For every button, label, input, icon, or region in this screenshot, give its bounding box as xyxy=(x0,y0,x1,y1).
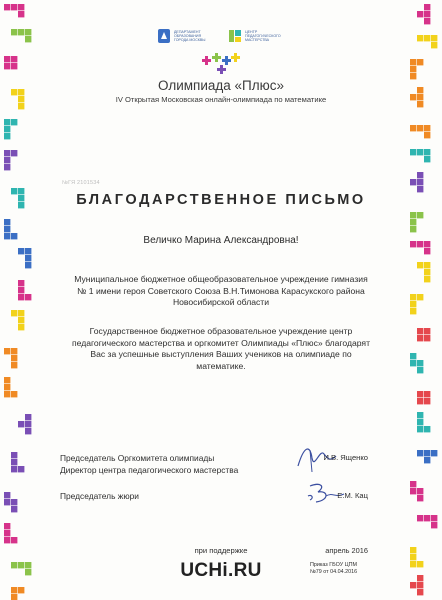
tetromino-cell xyxy=(431,522,437,528)
tetromino-cell xyxy=(11,188,17,194)
tetromino-cell xyxy=(11,499,17,505)
tetromino-block xyxy=(417,262,430,282)
tetromino-cell xyxy=(417,391,423,397)
certificate-content xyxy=(52,0,390,600)
tetromino-block xyxy=(410,294,423,314)
tetromino-cell xyxy=(417,149,423,155)
tetromino-block xyxy=(4,119,17,139)
tetromino-cell xyxy=(410,219,416,225)
tetromino-cell xyxy=(4,377,10,383)
tetromino-cell xyxy=(11,587,17,593)
document-heading: БЛАГОДАРСТВЕННОЕ ПИСЬМО xyxy=(76,192,366,208)
tetromino-cell xyxy=(18,202,24,208)
tetromino-cell xyxy=(424,335,430,341)
tetromino-cell xyxy=(4,492,10,498)
tetromino-block xyxy=(410,149,430,162)
tetromino-cell xyxy=(417,59,423,65)
tetromino-block xyxy=(410,87,423,107)
paragraph-line: Государственное бюджетное образовательное учреждение центр xyxy=(89,326,353,336)
tetromino-block xyxy=(4,56,17,69)
paragraph-line: математике. xyxy=(196,360,246,371)
tetromino-cell xyxy=(417,94,423,100)
tetromino-cell xyxy=(417,412,423,418)
registration-number: №ГЯ 2101534 xyxy=(62,180,100,186)
tetromino-cell xyxy=(410,301,416,307)
tetromino-cell xyxy=(410,561,416,567)
tetromino-block xyxy=(11,89,24,109)
tetromino-cell xyxy=(417,101,423,107)
tetromino-cell xyxy=(410,554,416,560)
tetromino-cell xyxy=(424,450,430,456)
tetromino-cell xyxy=(18,562,24,568)
tetromino-cell xyxy=(410,308,416,314)
tetromino-cell xyxy=(410,488,416,494)
tetromino-cell xyxy=(18,4,24,10)
uchi-ru-logo: UCHi.RU xyxy=(180,560,262,581)
tetromino-cell xyxy=(11,89,17,95)
tetromino-cell xyxy=(424,426,430,432)
tetromino-cell xyxy=(410,59,416,65)
tetromino-cell xyxy=(417,335,423,341)
tetromino-cell xyxy=(4,391,10,397)
tetromino-cell xyxy=(4,233,10,239)
tetromino-block xyxy=(410,125,430,138)
tetromino-block xyxy=(18,414,31,434)
tetromino-cell xyxy=(410,212,416,218)
tetromino-cell xyxy=(18,310,24,316)
tetromino-block xyxy=(410,172,423,192)
tetromino-cell xyxy=(417,488,423,494)
tetromino-cell xyxy=(18,587,24,593)
gratitude-paragraph xyxy=(52,326,390,372)
tetromino-cell xyxy=(4,150,10,156)
tetromino-cell xyxy=(25,569,31,575)
tetromino-cell xyxy=(25,248,31,254)
tetromino-cell xyxy=(11,466,17,472)
tetromino-cell xyxy=(417,35,423,41)
tetromino-cell xyxy=(424,248,430,254)
tetromino-cell xyxy=(417,450,423,456)
tetromino-block xyxy=(417,412,430,432)
tetromino-cell xyxy=(410,94,416,100)
tetromino-block xyxy=(410,547,423,567)
tetromino-cell xyxy=(424,262,430,268)
center-line: ЦЕНТР xyxy=(245,29,258,34)
tetromino-cell xyxy=(431,35,437,41)
signer-role-chair: Председатель Оргкомитета олимпиады xyxy=(60,453,215,463)
tetromino-cell xyxy=(417,87,423,93)
tetromino-cell xyxy=(11,150,17,156)
tetromino-cell xyxy=(424,11,430,17)
tetromino-block xyxy=(4,348,17,368)
tetromino-cell xyxy=(4,133,10,139)
tetromino-cell xyxy=(424,391,430,397)
paragraph-line: Новосибирской области xyxy=(172,297,270,308)
tetromino-cell xyxy=(417,294,423,300)
signer-name-yashchenko: И.В. Ященко xyxy=(323,453,368,462)
paragraph-line: Вас за успешные выступления Ваших учеников на олимпиаде по xyxy=(90,349,352,360)
tetromino-cell xyxy=(11,348,17,354)
tetromino-cell xyxy=(11,562,17,568)
tetromino-cell xyxy=(4,126,10,132)
tetromino-cell xyxy=(4,523,10,529)
tetromino-cell xyxy=(424,269,430,275)
tetromino-cell xyxy=(424,18,430,24)
tetromino-block xyxy=(410,212,423,232)
tetromino-cell xyxy=(417,125,423,131)
tetromino-cell xyxy=(11,459,17,465)
tetromino-cell xyxy=(417,172,423,178)
tetromino-cell xyxy=(4,164,10,170)
tetromino-cell xyxy=(18,89,24,95)
tetromino-cell xyxy=(4,119,10,125)
tetromino-cell xyxy=(18,294,24,300)
tetromino-cell xyxy=(424,156,430,162)
tetromino-cell xyxy=(4,348,10,354)
tetromino-cell xyxy=(11,233,17,239)
dept-line: ГОРОДА МОСКВЫ xyxy=(174,38,206,43)
tetromino-block xyxy=(410,575,423,595)
tetromino-cell xyxy=(410,73,416,79)
tetromino-cell xyxy=(25,255,31,261)
tetromino-cell xyxy=(424,35,430,41)
tetromino-cell xyxy=(417,241,423,247)
tetromino-cell xyxy=(417,419,423,425)
center-emblem-icon xyxy=(228,28,242,44)
tetromino-cell xyxy=(417,186,423,192)
dept-logo xyxy=(157,24,214,48)
tetromino-block xyxy=(4,150,17,170)
tetromino-block xyxy=(11,310,24,330)
tetromino-cell xyxy=(424,241,430,247)
moscow-dept-emblem-icon xyxy=(157,28,171,44)
signer-name-kats: Е.М. Кац xyxy=(337,491,368,500)
tetromino-cell xyxy=(18,287,24,293)
order-line: Приказ ГБОУ ЦПМ xyxy=(310,562,358,568)
tetromino-block xyxy=(11,587,24,600)
tetromino-cell xyxy=(417,582,423,588)
tetromino-cell xyxy=(18,195,24,201)
tetromino-block xyxy=(417,450,437,463)
dept-line: ОБРАЗОВАНИЯ xyxy=(174,33,202,38)
tetromino-cell xyxy=(11,63,17,69)
tetromino-block xyxy=(4,377,17,397)
tetromino-cell xyxy=(424,125,430,131)
olympiad-subtitle: IV Открытая Московская онлайн-олимпиада по математике xyxy=(115,95,327,104)
tetromino-cell xyxy=(4,157,10,163)
center-line: МАСТЕРСТВА xyxy=(245,38,270,43)
tetromino-cell xyxy=(4,56,10,62)
tetromino-cell xyxy=(410,294,416,300)
tetromino-cell xyxy=(11,56,17,62)
tetromino-cell xyxy=(4,4,10,10)
tetromino-block xyxy=(417,515,437,528)
tetromino-cell xyxy=(417,515,423,521)
tetromino-cell xyxy=(431,42,437,48)
signer-role-director: Директор центра педагогического мастерства xyxy=(60,465,239,475)
tetromino-cell xyxy=(18,466,24,472)
addressee: Величко Марина Александровна! xyxy=(143,235,299,246)
order-reference xyxy=(310,562,368,576)
tetromino-cell xyxy=(424,328,430,334)
tetromino-cell xyxy=(4,499,10,505)
tetromino-cell xyxy=(410,241,416,247)
tetromino-cell xyxy=(417,262,423,268)
tetromino-cell xyxy=(417,212,423,218)
tetromino-cell xyxy=(410,360,416,366)
order-line: №79 от 04.04.2016 xyxy=(310,569,358,575)
tetromino-cell xyxy=(417,179,423,185)
tetromino-cell xyxy=(417,328,423,334)
tetromino-cell xyxy=(417,11,423,17)
tetromino-cell xyxy=(18,280,24,286)
olympiad-plus-logo-icon xyxy=(202,52,240,76)
tetromino-cell xyxy=(11,594,17,600)
tetromino-block xyxy=(11,562,31,575)
tetromino-cell xyxy=(417,367,423,373)
tetromino-cell xyxy=(18,11,24,17)
tetromino-cell xyxy=(4,537,10,543)
tetromino-block xyxy=(4,523,17,543)
tetromino-block xyxy=(417,35,437,48)
tetromino-block xyxy=(4,492,17,512)
issue-date: апрель 2016 xyxy=(325,546,368,555)
tetromino-cell xyxy=(25,262,31,268)
school-paragraph xyxy=(52,274,390,309)
tetromino-cell xyxy=(417,398,423,404)
tetromino-cell xyxy=(4,226,10,232)
tetromino-cell xyxy=(424,132,430,138)
tetromino-cell xyxy=(11,362,17,368)
logos-row xyxy=(52,24,390,48)
tetromino-cell xyxy=(4,384,10,390)
tetromino-cell xyxy=(410,582,416,588)
paragraph-line: № 1 имени героя Советского Союза В.Н.Тимонова Карасукского района xyxy=(77,285,365,296)
tetromino-cell xyxy=(417,495,423,501)
tetromino-cell xyxy=(25,421,31,427)
center-line: ПЕДАГОГИЧЕСКОГО xyxy=(245,33,281,38)
tetromino-cell xyxy=(410,226,416,232)
tetromino-block xyxy=(417,391,430,404)
tetromino-cell xyxy=(424,398,430,404)
tetromino-cell xyxy=(18,317,24,323)
tetromino-cell xyxy=(25,414,31,420)
tetromino-cell xyxy=(11,4,17,10)
tetromino-block xyxy=(11,188,24,208)
tetromino-cell xyxy=(4,63,10,69)
tetromino-cell xyxy=(11,537,17,543)
tetromino-cell xyxy=(417,426,423,432)
tetromino-cell xyxy=(417,575,423,581)
tetromino-block xyxy=(18,280,31,300)
tetromino-cell xyxy=(424,276,430,282)
tetromino-cell xyxy=(11,310,17,316)
tetromino-cell xyxy=(424,515,430,521)
center-logo xyxy=(228,24,285,48)
center-logo-text xyxy=(245,30,285,43)
dept-logo-text xyxy=(174,30,214,43)
tetromino-cell xyxy=(410,481,416,487)
tetromino-cell xyxy=(11,452,17,458)
tetromino-cell xyxy=(11,119,17,125)
tetromino-block xyxy=(11,452,24,472)
tetromino-block xyxy=(410,59,423,79)
tetromino-cell xyxy=(18,29,24,35)
tetromino-cell xyxy=(417,589,423,595)
tetromino-block xyxy=(417,4,430,24)
tetromino-cell xyxy=(4,219,10,225)
olympiad-title: Олимпиада «Плюс» xyxy=(157,78,284,93)
tetromino-cell xyxy=(417,561,423,567)
tetromino-cell xyxy=(417,360,423,366)
tetromino-block xyxy=(11,29,31,42)
tetromino-block xyxy=(410,481,423,501)
tetromino-cell xyxy=(410,179,416,185)
tetromino-block xyxy=(417,328,430,341)
support-caption: при поддержке xyxy=(194,546,248,555)
tetromino-cell xyxy=(25,36,31,42)
tetromino-cell xyxy=(11,355,17,361)
tetromino-cell xyxy=(18,96,24,102)
tetromino-cell xyxy=(431,515,437,521)
tetromino-block xyxy=(18,248,31,268)
signer-role-jury: Председатель жюри xyxy=(60,491,139,501)
tetromino-cell xyxy=(410,353,416,359)
tetromino-cell xyxy=(25,29,31,35)
tetromino-cell xyxy=(18,103,24,109)
tetromino-cell xyxy=(18,188,24,194)
tetromino-cell xyxy=(25,294,31,300)
tetromino-cell xyxy=(11,506,17,512)
tetromino-cell xyxy=(18,324,24,330)
tetromino-cell xyxy=(424,4,430,10)
tetromino-block xyxy=(410,353,423,373)
tetromino-cell xyxy=(11,29,17,35)
dept-line: ДЕПАРТАМЕНТ xyxy=(174,29,201,34)
tetromino-cell xyxy=(25,428,31,434)
tetromino-cell xyxy=(431,450,437,456)
tetromino-block xyxy=(4,4,24,17)
paragraph-line: педагогического мастерства и оргкомитет Олимпиады «Плюс» благодарят xyxy=(71,337,371,348)
tetromino-cell xyxy=(410,547,416,553)
tetromino-cell xyxy=(25,562,31,568)
tetromino-cell xyxy=(18,248,24,254)
tetromino-cell xyxy=(410,125,416,131)
tetromino-cell xyxy=(424,149,430,155)
tetromino-cell xyxy=(18,421,24,427)
tetromino-block xyxy=(4,219,17,239)
tetromino-cell xyxy=(424,457,430,463)
tetromino-cell xyxy=(410,149,416,155)
tetromino-cell xyxy=(11,391,17,397)
tetromino-block xyxy=(410,241,430,254)
tetromino-cell xyxy=(410,66,416,72)
tetromino-cell xyxy=(4,530,10,536)
paragraph-line: Муниципальное бюджетное общеобразовательное учреждение гимназия xyxy=(74,274,368,284)
